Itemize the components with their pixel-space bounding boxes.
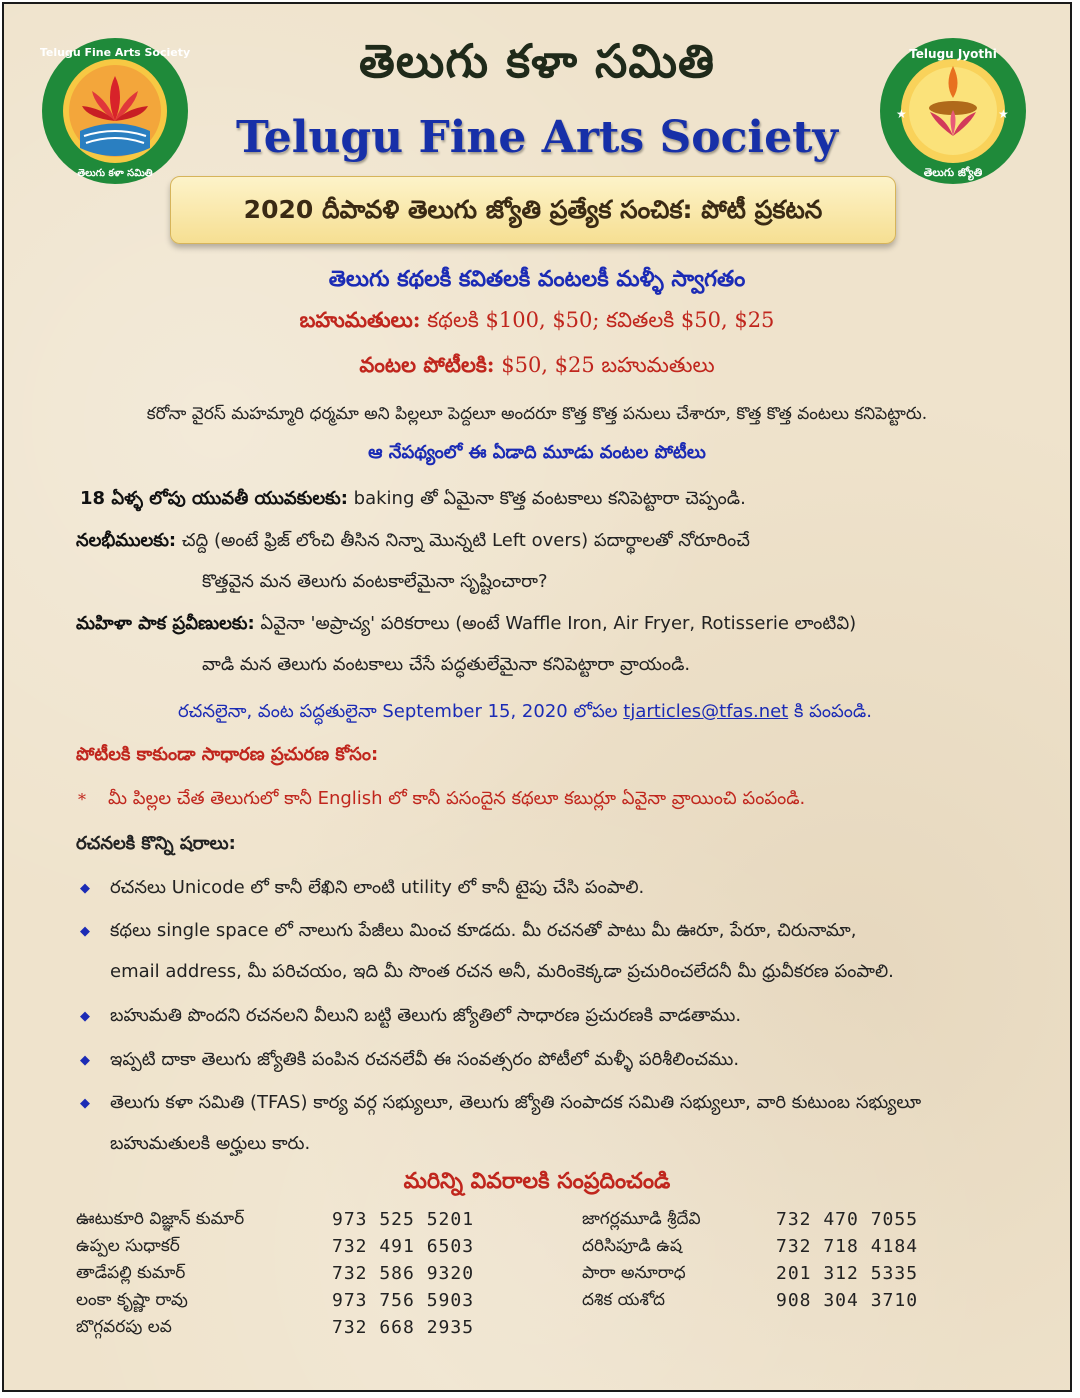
contact-name: ఊటుకూరి విజ్ఞాన్ కుమార్ — [76, 1209, 245, 1229]
contact-name: బొగ్గవరపు లవ — [76, 1317, 172, 1337]
star-icon: ★ — [998, 107, 1009, 121]
submission-email-link[interactable]: tjarticles@tfas.net — [623, 701, 789, 722]
asterisk-bullet-icon: * — [78, 790, 86, 809]
intro-text: కరోనా వైరస్ మహమ్మారి ధర్మమా అని పిల్లలూ పెద్దలూ అందరూ కొత్త కొత్త పనులు చేశారూ, కొత్త కొత్త వంటలు కనిపెట్టారు. — [146, 404, 928, 424]
contact-name: పారా అనూరాధ — [582, 1263, 686, 1283]
title-telugu: తెలుగు కళా సమితి — [359, 34, 715, 88]
contact-name: దశిక యశోద — [582, 1290, 666, 1310]
contest-nalabheemulu-text: చద్ది (అంటే ఫ్రిజ్ లోంచి తీసిన నిన్నా మొన్నటి Left overs) పదార్థాలతో నోరూరించే — [176, 530, 750, 551]
diamond-bullet-icon: ◆ — [80, 881, 90, 896]
contest-banner: 2020 దీపావళి తెలుగు జ్యోతి ప్రత్యేక సంచిక: పోటీ ప్రకటన — [170, 176, 896, 244]
contacts-heading: మరిన్ని వివరాలకి సంప్రదించండి — [403, 1169, 671, 1194]
contact-name: లంకా కృష్ణా రావు — [76, 1290, 188, 1310]
contact-phone: 732 718 4184 — [776, 1236, 919, 1257]
logo-left-sub: తెలుగు కళా సమితి — [77, 168, 153, 179]
contact-name: ఉప్పల సుధాకర్ — [76, 1236, 180, 1256]
submission-pre: రచనలైనా, వంట పద్ధతులైనా September 15, 2020 లోపల — [178, 701, 624, 722]
flyer-page — [2, 2, 1072, 1392]
contest-youth — [80, 488, 746, 513]
contact-phone: 732 470 7055 — [776, 1209, 919, 1230]
logo-right-sub: తెలుగు జ్యోతి — [923, 166, 983, 179]
rule-item: కథలు single space లో నాలుగు పేజీలు మించ కూడదు. మీ రచనతో పాటు మీ ఊరూ, పేరూ, చిరునామా, — [110, 920, 857, 941]
rules-heading: రచనలకి కొన్ని షరాలు: — [76, 833, 236, 854]
rule-item-cont: email address, మీ పరిచయం, ఇది మీ సొంత రచన అనీ, మరింకెక్కడా ప్రచురించలేదనీ మీ ధ్రువీకరణ పంపాలి. — [110, 961, 894, 982]
cooking-prizes-label: వంటల పోటీలకి: — [359, 352, 495, 377]
rule-item: బహుమతి పొందని రచనలని వీలుని బట్టి తెలుగు జ్యోతిలో సాధారణ ప్రచురణకి వాడతాము. — [110, 1005, 742, 1026]
logo-left-text: Telugu Fine Arts Society — [40, 46, 190, 59]
contact-phone: 732 586 9320 — [332, 1263, 475, 1284]
submission-line — [178, 701, 872, 726]
rule-item: తెలుగు కళా సమితి (TFAS) కార్య వర్గ సభ్యులూ, తెలుగు జ్యోతి సంపాదక సమితి సభ్యులూ, వారి కుటుంబ సభ్యులూ — [110, 1092, 922, 1113]
star-icon: ★ — [896, 107, 907, 121]
diamond-bullet-icon: ◆ — [80, 1009, 90, 1024]
contest-nalabheemulu — [76, 530, 750, 555]
contact-phone: 201 312 5335 — [776, 1263, 919, 1284]
diamond-bullet-icon: ◆ — [80, 1053, 90, 1068]
prizes-line — [4, 307, 1070, 338]
contact-phone: 908 304 3710 — [776, 1290, 919, 1311]
context-line: ఆ నేపథ్యంలో ఈ ఏడాది మూడు వంటల పోటీలు — [368, 442, 706, 463]
cooking-prizes-line — [4, 352, 1070, 383]
prizes-label: బహుమతులు: — [299, 307, 421, 332]
rule-item: రచనలు Unicode లో కానీ లేఖిని లాంటి utility లో కానీ టైపు చేసి పంపాలి. — [110, 877, 645, 898]
contest-youth-label: 18 ఏళ్ళ లోపు యువతీ యువకులకు: — [80, 488, 348, 509]
contest-youth-text: baking తో ఏమైనా కొత్త వంటకాలు కనిపెట్టారా చెప్పండి. — [347, 488, 746, 509]
contact-name: దరిసిపూడి ఉష — [582, 1236, 682, 1256]
rule-item-cont: బహుమతులకి అర్హులు కారు. — [110, 1133, 311, 1154]
contest-women — [76, 613, 856, 638]
contact-phone: 732 668 2935 — [332, 1317, 475, 1338]
general-heading: పోటీలకి కాకుండా సాధారణ ప్రచురణ కోసం: — [76, 744, 379, 765]
title-english: Telugu Fine Arts Society — [236, 112, 838, 163]
contest-nalabheemulu-label: నలభీములకు: — [76, 530, 177, 551]
cooking-prizes-text: $50, $25 బహుమతులు — [494, 353, 715, 377]
rule-item: ఇప్పటి దాకా తెలుగు జ్యోతికి పంపిన రచనలేవీ ఈ సంవత్సరం పోటీలో మళ్ళీ పరిశీలించము. — [110, 1049, 740, 1070]
contest-nalabheemulu-cont: కొత్తవైన మన తెలుగు వంటకాలేమైనా సృష్టించారా? — [202, 571, 548, 592]
welcome-heading: తెలుగు కథలకీ కవితలకీ వంటలకీ మళ్ళీ స్వాగతం — [328, 266, 746, 292]
contact-phone: 973 525 5201 — [332, 1209, 475, 1230]
prizes-text: కథలకి $100, $50; కవితలకి $50, $25 — [420, 308, 775, 332]
logo-right-text: Telugu Jyothi — [909, 47, 997, 61]
contact-phone: 973 756 5903 — [332, 1290, 475, 1311]
contact-name: తాడేపల్లి కుమార్ — [76, 1263, 186, 1283]
diamond-bullet-icon: ◆ — [80, 1096, 90, 1111]
general-item: మీ పిల్లల చేత తెలుగులో కానీ English లో కానీ పసందైన కథలూ కబుర్లూ ఏవైనా వ్రాయించి పంపండి. — [108, 788, 806, 809]
contest-women-text: ఏవైనా 'అప్రాచ్య' పరికరాలు (అంటే Waffle Iron, Air Fryer, Rotisserie లాంటివి) — [254, 613, 857, 634]
submission-post: కి పంపండి. — [788, 701, 872, 722]
contact-phone: 732 491 6503 — [332, 1236, 475, 1257]
diamond-bullet-icon: ◆ — [80, 924, 90, 939]
contact-name: జాగర్లమూడి శ్రీదేవి — [582, 1209, 701, 1229]
contest-women-label: మహిళా పాక ప్రవీణులకు: — [76, 613, 255, 634]
contest-women-cont: వాడి మన తెలుగు వంటకాలు చేసే పద్ధతులేమైనా కనిపెట్టారా వ్రాయండి. — [202, 654, 691, 675]
